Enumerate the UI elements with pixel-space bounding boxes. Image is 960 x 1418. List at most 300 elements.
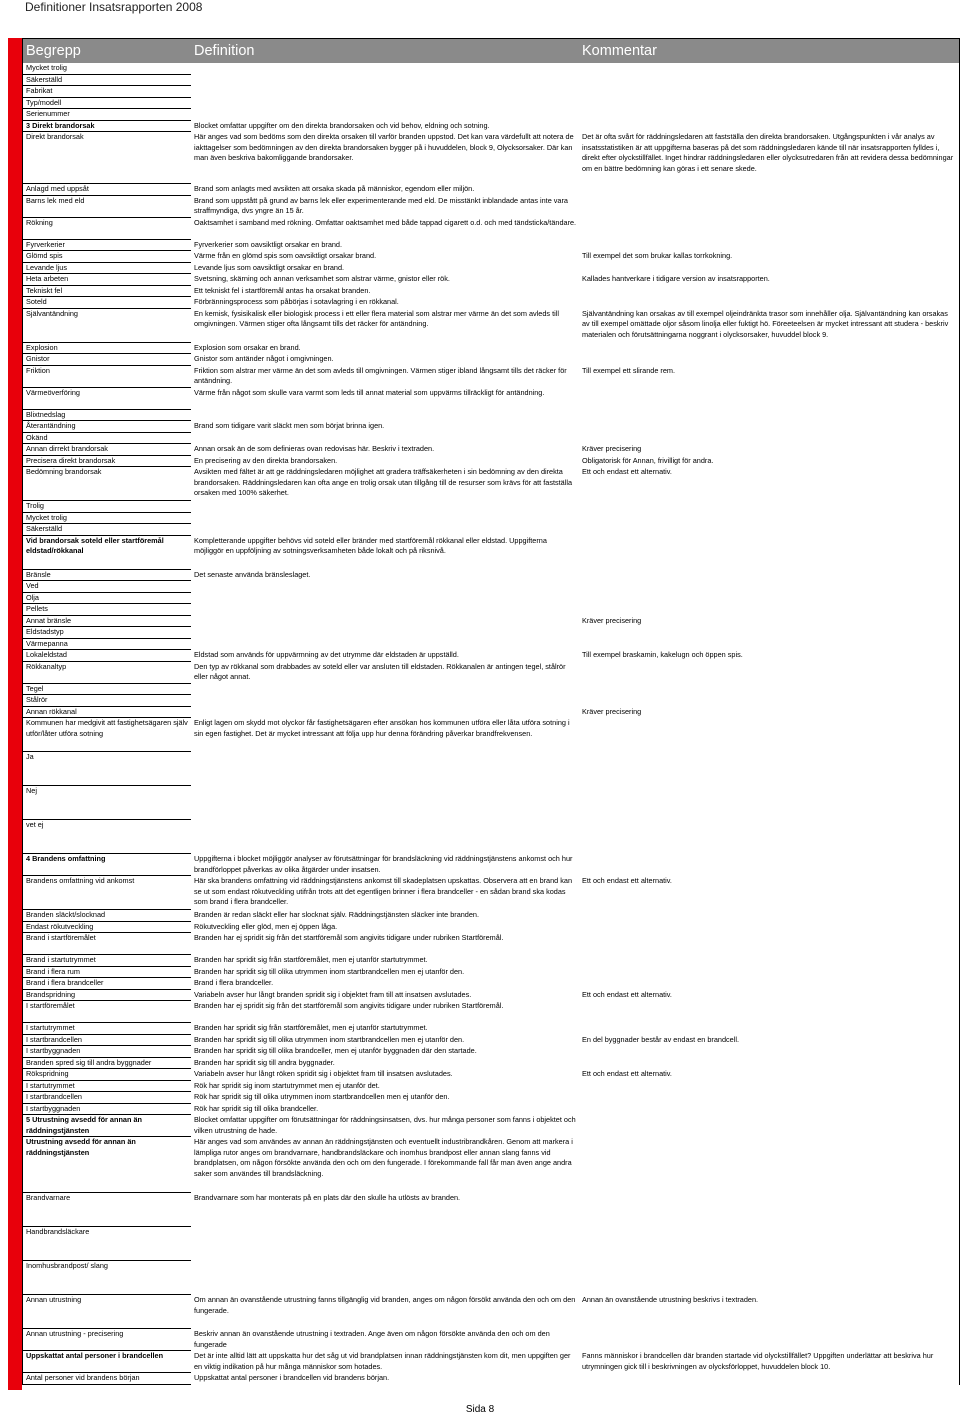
- table-row: [23, 695, 959, 707]
- comment-cell: [579, 854, 959, 876]
- comment-cell: [579, 1104, 959, 1116]
- definition-cell: [191, 524, 579, 536]
- comment-cell: [579, 570, 959, 582]
- definition-cell: En precisering av den direkta brandorsaken.: [194, 455, 338, 465]
- comment-cell: [579, 286, 959, 298]
- table-row: [23, 63, 959, 75]
- comment-cell: [579, 910, 959, 922]
- comment-cell: [579, 752, 959, 786]
- table-row: [23, 1023, 959, 1035]
- table-row: [23, 536, 959, 570]
- table-row: [23, 354, 959, 366]
- table-row: [23, 990, 959, 1002]
- table-row: [23, 1261, 959, 1295]
- definition-cell: Branden har spridit sig till olika brandceller, men ej utanför byggnaden där den startade.: [194, 1046, 477, 1055]
- definition-cell: Kompletterande uppgifter behövs vid soteld eller bränder med startföremål rökkanal eller eldstad. Uppgifterna möjliggör en uppföljning av sotningsverksamheten både lokalt och på riksnivå.: [194, 535, 547, 555]
- table-row: [23, 933, 959, 955]
- definition-cell: Rök har spridit sig till olika utrymmen inom startbrandcellen men ej utanför den.: [194, 1092, 450, 1101]
- term-cell: Branden släckt/slocknad: [23, 910, 191, 922]
- header-definition: Definition: [194, 43, 255, 59]
- comment-cell: [579, 955, 959, 967]
- table-row: [23, 121, 959, 133]
- term-cell: I startutrymmet: [23, 1023, 191, 1035]
- term-cell: Fyrverkerier: [23, 240, 191, 252]
- table-row: [23, 786, 959, 820]
- comment-cell: [579, 354, 959, 366]
- table-row: [23, 1058, 959, 1070]
- definition-cell: Variabeln avser hur långt branden spridit sig i objektet fram till att insatsen avslutades.: [194, 989, 472, 999]
- comment-cell: [579, 1373, 959, 1385]
- comment-cell: [579, 501, 959, 513]
- term-cell: Explosion: [23, 343, 191, 355]
- definitions-table: [22, 38, 960, 1385]
- table-row: [23, 684, 959, 696]
- term-cell: Annan utrustning: [23, 1295, 191, 1329]
- comment-cell: [579, 297, 959, 309]
- definition-cell: [191, 75, 579, 87]
- table-row: [23, 1351, 959, 1373]
- term-cell: Rökning: [23, 218, 191, 240]
- comment-cell: [579, 820, 959, 854]
- table-row: [23, 955, 959, 967]
- table-row: [23, 1035, 959, 1047]
- term-cell: Barns lek med eld: [23, 196, 191, 218]
- table-row: [23, 1193, 959, 1227]
- definition-cell: Blocket omfattar uppgifter om den direkta brandorsaken och vid behov, eldning och sotning.: [194, 120, 490, 130]
- term-cell: Återantändning: [23, 421, 191, 433]
- definition-cell: Brand som tidigare varit släckt men som börjat brinna igen.: [194, 421, 385, 430]
- comment-cell: [579, 63, 959, 75]
- term-cell: Brand i startföremålet: [23, 933, 191, 955]
- table-row: [23, 263, 959, 275]
- definition-cell: [191, 639, 579, 651]
- term-cell: 3 Direkt brandorsak: [23, 121, 191, 133]
- comment-cell: [579, 604, 959, 616]
- table-row: [23, 456, 959, 468]
- definition-cell: Rökutveckling eller glöd, men ej öppen låga.: [194, 921, 338, 931]
- term-cell: Tegel: [23, 684, 191, 696]
- definition-cell: Friktion som alstrar mer värme än det som avleds till omgivningen. Värmen stiger ibland långsamt tills det räcker för antändning.: [194, 365, 567, 385]
- definition-cell: Uppskattat antal personer i brandcellen vid brandens början.: [194, 1373, 390, 1382]
- table-row: [23, 444, 959, 456]
- comment-cell: [579, 1261, 959, 1295]
- table-row: [23, 240, 959, 252]
- term-cell: Serienummer: [23, 109, 191, 121]
- term-cell: Stålrör: [23, 695, 191, 707]
- term-cell: Brandvarnare: [23, 1193, 191, 1227]
- comment-cell: [579, 1193, 959, 1227]
- table-row: [23, 251, 959, 263]
- term-cell: Heta arbeten: [23, 274, 191, 286]
- term-cell: Brandspridning: [23, 990, 191, 1002]
- table-row: [23, 581, 959, 593]
- page-footer: Sida 8: [465, 1404, 495, 1415]
- definition-cell: Rök har spridit sig till olika brandceller.: [194, 1103, 319, 1113]
- term-cell: Rökkanaltyp: [23, 662, 191, 684]
- definition-cell: [191, 593, 579, 605]
- table-row: [23, 75, 959, 87]
- term-cell: I startbrandcellen: [23, 1035, 191, 1047]
- definition-cell: [191, 695, 579, 707]
- comment-cell: [579, 75, 959, 87]
- term-cell: Värmepanna: [23, 639, 191, 651]
- comment-cell: [579, 627, 959, 639]
- table-row: [23, 86, 959, 98]
- term-cell: Ved: [23, 581, 191, 593]
- term-cell: Uppskattat antal personer i brandcellen: [23, 1351, 191, 1373]
- definition-cell: Här anges vad som användes av annan än räddningstjänsten och eventuellt industribrandkåren. Genom att markera i lämpliga rutor anges om brandvarnare, handbrandsläckare och inomhus brandpost eller annan slang fanns vid brandplatsen, om någon försökte använda den och om den fungerade. I förekommande fall får man även ange andra saker som användes till brandsläckning.: [194, 1137, 573, 1178]
- comment-cell: [579, 922, 959, 934]
- term-cell: I startbyggnaden: [23, 1104, 191, 1116]
- table-row: [23, 433, 959, 445]
- table-row: [23, 297, 959, 309]
- term-cell: Olja: [23, 593, 191, 605]
- definition-cell: Värme från en glömd spis som oavsiktligt orsakar brand.: [194, 251, 377, 260]
- comment-cell: [579, 433, 959, 445]
- definition-cell: Branden har spridit sig från startföremålet, men ej utanför startutrymmet.: [194, 955, 428, 964]
- definition-cell: Brand i flera brandceller.: [194, 978, 274, 987]
- definition-cell: Avsikten med fältet är att ge räddningsledaren möjlighet att gradera träffsäkerheten i sin bedömning av den direkta brandorsaken. Räddningsledaren kan ofta ange en trolig orsak utan tillgång till de resurser som krävs för att fastställa orsaken med 100% säkerhet.: [194, 467, 573, 497]
- table-row: [23, 286, 959, 298]
- term-cell: Fabrikat: [23, 86, 191, 98]
- definition-cell: [191, 501, 579, 513]
- comment-cell: [579, 967, 959, 979]
- comment-cell: [579, 109, 959, 121]
- table-row: [23, 922, 959, 934]
- term-cell: Bränsle: [23, 570, 191, 582]
- term-cell: Soteld: [23, 297, 191, 309]
- comment-cell: Självantändning kan orsakas av till exempel oljeindränkta trasor som innehåller olja. Självantändning kan orsakas av till exempel omättade oljor såsom linolja eller fuktigt hö. Föreeteelsen är mycket intressant att studera - beskriv materialen och förutsättningarna noggrant i olycksorsaker, huvuddel block 9.: [582, 308, 949, 339]
- comment-cell: [579, 639, 959, 651]
- comment-cell: [579, 388, 959, 410]
- comment-cell: [579, 86, 959, 98]
- table-row: [23, 218, 959, 240]
- comment-cell: [579, 786, 959, 820]
- definition-cell: Fyrverkerier som oavsiktligt orsakar en brand.: [194, 239, 343, 249]
- term-cell: Handbrandsläckare: [23, 1227, 191, 1261]
- comment-cell: [579, 718, 959, 752]
- definition-cell: [191, 1227, 579, 1261]
- term-cell: Annat bränsle: [23, 616, 191, 628]
- comment-cell: Till exempel braskamin, kakelugn och öppen spis.: [582, 650, 743, 659]
- table-row: [23, 1069, 959, 1081]
- table-row: [23, 604, 959, 616]
- table-row: [23, 196, 959, 218]
- term-cell: Brand i flera rum: [23, 967, 191, 979]
- term-cell: Eldstadstyp: [23, 627, 191, 639]
- table-row: [23, 1373, 959, 1385]
- term-cell: Utrustning avsedd för annan än räddningstjänsten: [23, 1137, 191, 1193]
- definition-cell: Beskriv annan än ovanstående utrustning i textraden. Ange även om någon försökte använda den och om den fungerade: [194, 1329, 550, 1349]
- comment-cell: [579, 524, 959, 536]
- term-cell: I startbrandcellen: [23, 1092, 191, 1104]
- comment-cell: [579, 98, 959, 110]
- comment-cell: [579, 581, 959, 593]
- definition-cell: [191, 752, 579, 786]
- comment-cell: Det är ofta svårt för räddningsledaren att fastställa den direkta brandorsaken. Utgångspunkten i vår analys av insatsstatistiken är att uppgifterna baseras på det som räddningsledaren kände till när insatsrapporten fylldes i, direkt efter olyckstillfället. Inget hindrar räddningsledaren eller olycksutredaren från att revidera dessa bedömningar om en bättre bedömning kan göras i ett senare skede.: [582, 132, 954, 173]
- definition-cell: Ett tekniskt fel i startföremål antas ha orsakat branden.: [194, 285, 371, 295]
- table-row: [23, 616, 959, 628]
- comment-cell: [579, 421, 959, 433]
- definition-cell: [191, 581, 579, 593]
- comment-cell: [579, 695, 959, 707]
- comment-cell: Kräver precisering: [582, 706, 642, 716]
- term-cell: Annan dirrekt brandorsak: [23, 444, 191, 456]
- definition-cell: [191, 786, 579, 820]
- term-cell: Anlagd med uppsåt: [23, 184, 191, 196]
- definition-cell: Om annan än ovanstående utrustning fanns tillgänglig vid branden, anges om någon försökt använda den och om den fungerade.: [194, 1295, 576, 1315]
- comment-cell: [579, 1092, 959, 1104]
- definition-cell: Branden har ej spridit sig från det startföremål som angivits tidigare under rubriken Startföremål.: [194, 1001, 504, 1010]
- definition-cell: Brand som uppstått på grund av barns lek eller experimenterande med eld. De misstänkt inblandade antas inte vara straffmyndiga, dvs yngre än 15 år.: [194, 195, 568, 215]
- comment-cell: [579, 218, 959, 240]
- table-row: [23, 1227, 959, 1261]
- term-cell: Säkerställd: [23, 75, 191, 87]
- table-row: [23, 184, 959, 196]
- definition-cell: Annan orsak än de som definieras ovan redovisas här. Beskriv i textraden.: [194, 444, 435, 453]
- definition-cell: [191, 627, 579, 639]
- comment-cell: [579, 1023, 959, 1035]
- term-cell: Precisera direkt brandorsak: [23, 456, 191, 468]
- comment-cell: Fanns människor i brandcellen där branden startade vid olyckstillfället? Uppgiften underlättar att beskriva hur utrymningen gick till i beskrivningen av olycksförloppet, huvuddelen block 10.: [582, 1351, 934, 1371]
- table-row: [23, 707, 959, 719]
- table-row: [23, 978, 959, 990]
- term-cell: Inomhusbrandpost/ slang: [23, 1261, 191, 1295]
- comment-cell: [579, 933, 959, 955]
- definition-cell: [191, 410, 579, 422]
- term-cell: Kommunen har medgivit att fastighetsägaren själv utför/låter utföra sotning: [23, 718, 191, 752]
- definition-cell: [191, 684, 579, 696]
- term-cell: Direkt brandorsak: [23, 132, 191, 184]
- table-row: [23, 513, 959, 525]
- comment-cell: Ett och endast ett alternativ.: [582, 876, 672, 885]
- definition-cell: [191, 616, 579, 628]
- term-cell: Typ/modell: [23, 98, 191, 110]
- table-row: [23, 593, 959, 605]
- term-cell: Gnistor: [23, 354, 191, 366]
- definition-cell: Gnistor som antänder något i omgivningen.: [194, 354, 334, 363]
- definition-cell: Variabeln avser hur långt röken spridit sig i objektet fram till insatsen avslutades.: [194, 1069, 453, 1078]
- definition-cell: Branden har spridit sig till olika utrymmen inom startbrandcellen men ej utanför den.: [194, 966, 465, 976]
- term-cell: Mycket trolig: [23, 63, 191, 75]
- comment-cell: [579, 343, 959, 355]
- term-cell: Friktion: [23, 366, 191, 388]
- comment-cell: Till exempel ett slirande rem.: [582, 365, 675, 375]
- definition-cell: [191, 707, 579, 719]
- term-cell: Värmeöverföring: [23, 388, 191, 410]
- definition-cell: Enligt lagen om skydd mot olyckor får fastighetsägaren efter ansökan hos kommunen utföra eller låta utföra sotning i sin egen fastighet. Det är mycket intressant att följa upp hur denna förändring påverkar brandfrekvensen.: [194, 718, 570, 738]
- term-cell: Annan rökkanal: [23, 707, 191, 719]
- comment-cell: [579, 662, 959, 684]
- comment-cell: [579, 1137, 959, 1193]
- definition-cell: [191, 433, 579, 445]
- table-row: [23, 421, 959, 433]
- running-title: Definitioner Insatsrapporten 2008: [25, 0, 203, 14]
- definition-cell: En kemisk, fysisikalisk eller biologisk process i ett eller flera material som alstrar mer värme än det som avleds till omgivningen. Värmen stiger ofta långsamt tills det räcker för antändning.: [194, 308, 559, 328]
- definition-cell: [191, 86, 579, 98]
- comment-cell: [579, 536, 959, 570]
- term-cell: Trolig: [23, 501, 191, 513]
- term-cell: I startutrymmet: [23, 1081, 191, 1093]
- comment-cell: [579, 513, 959, 525]
- definition-cell: Branden har spridit sig från startföremålet, men ej utanför startutrymmet.: [194, 1023, 428, 1032]
- comment-cell: Kräver precisering: [582, 444, 642, 453]
- header-kommentar: Kommentar: [582, 43, 657, 59]
- term-cell: Glömd spis: [23, 251, 191, 263]
- definition-cell: Brandvarnare som har monterats på en plats där den skulle ha utlösts av branden.: [194, 1193, 461, 1202]
- table-body: [23, 63, 959, 1385]
- term-cell: Vid brandorsak soteld eller startföremål eldstad/rökkanal: [23, 536, 191, 570]
- comment-cell: [579, 1046, 959, 1058]
- table-row: [23, 1046, 959, 1058]
- table-row: [23, 718, 959, 752]
- term-cell: Lokaleldstad: [23, 650, 191, 662]
- red-margin-bar: [8, 38, 22, 1390]
- table-row: [23, 366, 959, 388]
- table-row: [23, 132, 959, 184]
- comment-cell: En del byggnader består av endast en brandcell.: [582, 1034, 739, 1044]
- term-cell: Annan utrustning - precisering: [23, 1329, 191, 1351]
- term-cell: Ja: [23, 752, 191, 786]
- definition-cell: [191, 63, 579, 75]
- definition-cell: Här anges vad som bedöms som den direkta orsaken till varför branden uppstod. Det kan vara värdefullt att notera de iakttagelser som bedömningen av den direkta brandorsaken bygger på i huvuddelen, block 9, Olycksorsaker. Där kan man även beskriva bakomliggande brandorsaker.: [194, 132, 574, 162]
- definition-cell: Det senaste använda bränsleslaget.: [194, 569, 311, 579]
- term-cell: Okänd: [23, 433, 191, 445]
- definition-cell: [191, 513, 579, 525]
- table-row: [23, 410, 959, 422]
- table-header: [23, 39, 959, 63]
- definition-cell: Levande ljus som oavsiktligt orsakar en brand.: [194, 262, 345, 272]
- comment-cell: Ett och endast ett alternativ.: [582, 1069, 672, 1078]
- table-row: [23, 309, 959, 343]
- definition-cell: Oaktsamhet i samband med rökning. Omfattar oaktsamhet med både tappad cigarett o.d. och med tändsticka/tändare.: [194, 217, 577, 227]
- definition-cell: Det är inte alltid lätt att uppskatta hur det såg ut vid brandplatsen innan räddningstjänsten kom dit, men uppgiften ger en viktig indikation på hur många människor som hotades.: [194, 1351, 571, 1371]
- table-row: [23, 910, 959, 922]
- table-row: [23, 1104, 959, 1116]
- term-cell: Säkerställd: [23, 524, 191, 536]
- comment-cell: [579, 240, 959, 252]
- comment-cell: Ett och endast ett alternativ.: [582, 467, 672, 476]
- definition-cell: [191, 1261, 579, 1295]
- table-row: [23, 1329, 959, 1351]
- comment-cell: [579, 184, 959, 196]
- definition-cell: Blocket omfattar uppgifter om förutsättningar för räddningsinsatsen, dvs. hur många personer som fanns i objektet och vilken utrustning de hade.: [194, 1115, 576, 1135]
- table-row: [23, 388, 959, 410]
- term-cell: I startbyggnaden: [23, 1046, 191, 1058]
- comment-cell: Obligatorisk för Annan, frivilligt för andra.: [582, 455, 714, 465]
- table-row: [23, 570, 959, 582]
- term-cell: Brandens omfattning vid ankomst: [23, 876, 191, 910]
- table-row: [23, 274, 959, 286]
- term-cell: Nej: [23, 786, 191, 820]
- term-cell: Brand i flera brandceller: [23, 978, 191, 990]
- definition-cell: Förbränningsprocess som påbörjas i sotavlagring i en rökkanal.: [194, 297, 399, 306]
- table-row: [23, 501, 959, 513]
- table-row: [23, 1137, 959, 1193]
- table-row: [23, 1092, 959, 1104]
- table-row: [23, 650, 959, 662]
- term-cell: Bedömning brandorsak: [23, 467, 191, 501]
- term-cell: Antal personer vid brandens början: [23, 1373, 191, 1385]
- comment-cell: [579, 1227, 959, 1261]
- definition-cell: [191, 604, 579, 616]
- term-cell: Mycket trolig: [23, 513, 191, 525]
- definition-cell: Branden är redan släckt eller har slocknat själv. Räddningstjänsten släcker inte branden.: [194, 910, 480, 919]
- table-row: [23, 1295, 959, 1329]
- definition-cell: Branden har spridit sig till olika utrymmen inom startbrandcellen men ej utanför den.: [194, 1034, 465, 1044]
- comment-cell: Kallades hantverkare i tidigare version av insatsrapporten.: [582, 274, 770, 283]
- table-row: [23, 1115, 959, 1137]
- definition-cell: Eldstad som används för uppvärmning av det utrymme där eldstaden är uppställd.: [194, 650, 459, 659]
- table-row: [23, 752, 959, 786]
- comment-cell: [579, 1081, 959, 1093]
- table-row: [23, 343, 959, 355]
- term-cell: Tekniskt fel: [23, 286, 191, 298]
- definition-cell: Den typ av rökkanal som drabbades av soteld eller var ansluten till eldstaden. Rökkanalen är antingen tegel, stålrör eller något annat.: [194, 661, 566, 681]
- definition-cell: Branden har ej spridit sig från det startföremål som angivits tidigare under rubriken Startföremål.: [194, 933, 504, 942]
- definition-cell: Explosion som orsakar en brand.: [194, 342, 301, 352]
- term-cell: Levande ljus: [23, 263, 191, 275]
- term-cell: Endast rökutveckling: [23, 922, 191, 934]
- table-row: [23, 1081, 959, 1093]
- term-cell: Brand i startutrymmet: [23, 955, 191, 967]
- comment-cell: [579, 410, 959, 422]
- header-begrepp: Begrepp: [26, 43, 81, 59]
- term-cell: Rökspridning: [23, 1069, 191, 1081]
- definition-cell: [191, 98, 579, 110]
- table-row: [23, 627, 959, 639]
- term-cell: Självantändning: [23, 309, 191, 343]
- definition-cell: Svetsning, skärning och annan verksamhet som alstrar värme, gnistor eller rök.: [194, 274, 450, 283]
- comment-cell: [579, 1329, 959, 1351]
- comment-cell: [579, 978, 959, 990]
- term-cell: 4 Brandens omfattning: [23, 854, 191, 876]
- table-row: [23, 1001, 959, 1023]
- table-row: [23, 967, 959, 979]
- comment-cell: Annan än ovanstående utrustning beskrivs i textraden.: [582, 1295, 759, 1304]
- comment-cell: Ett och endast ett alternativ.: [582, 989, 672, 999]
- term-cell: Pellets: [23, 604, 191, 616]
- comment-cell: Kräver precisering: [582, 615, 642, 625]
- comment-cell: [579, 121, 959, 133]
- definition-cell: Brand som anlagts med avsikten att orsaka skada på människor, egendom eller miljön.: [194, 184, 475, 193]
- table-row: [23, 854, 959, 876]
- table-row: [23, 820, 959, 854]
- comment-cell: [579, 1058, 959, 1070]
- table-row: [23, 467, 959, 501]
- comment-cell: Till exempel det som brukar kallas torrkokning.: [582, 251, 733, 260]
- comment-cell: [579, 593, 959, 605]
- term-cell: Branden spred sig till andra byggnader: [23, 1058, 191, 1070]
- comment-cell: [579, 196, 959, 218]
- comment-cell: [579, 263, 959, 275]
- table-row: [23, 662, 959, 684]
- term-cell: vet ej: [23, 820, 191, 854]
- definition-cell: Värme från något som skulle vara varmt som leds till annat material som uppvärms tillräckligt för antändning.: [194, 387, 545, 397]
- comment-cell: [579, 1001, 959, 1023]
- table-row: [23, 639, 959, 651]
- table-row: [23, 109, 959, 121]
- term-cell: 5 Utrustning avsedd för annan än räddningstjänsten: [23, 1115, 191, 1137]
- table-row: [23, 876, 959, 910]
- comment-cell: [579, 1115, 959, 1137]
- definition-cell: Uppgifterna i blocket möjliggör analyser av förutsättningar för brandsläckning vid räddningstjänstens ankomst och hur brandförloppet påverkas av olika åtgärder under insatsen.: [194, 854, 573, 874]
- definition-cell: Rök har spridit sig inom startutrymmet men ej utanför det.: [194, 1080, 380, 1090]
- table-row: [23, 524, 959, 536]
- definition-cell: [191, 820, 579, 854]
- definition-cell: [191, 109, 579, 121]
- definition-cell: Här ska brandens omfattning vid räddningstjänstens ankomst till skadeplatsen upskattas. Observera att en brand kan se ut som endast rökutveckling utifrån trots att det egentligen brinner i flera brandceller - en sådan brand ska kodas som brand i flera brandceller.: [194, 876, 573, 906]
